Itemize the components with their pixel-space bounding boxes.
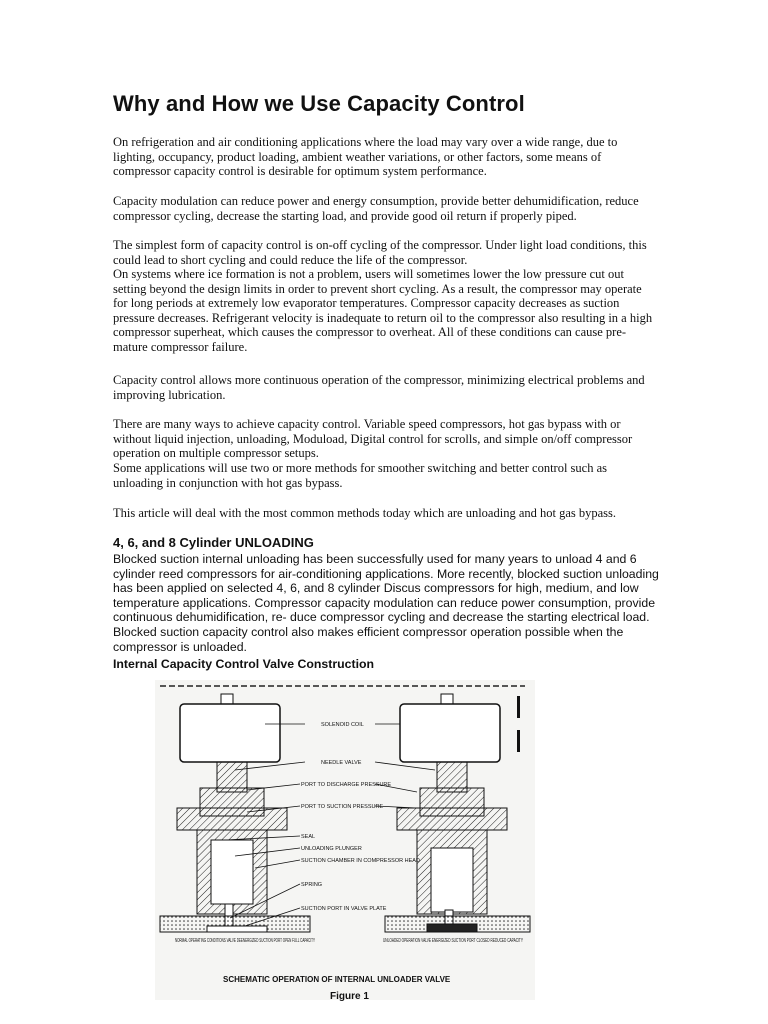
paragraph-ice-formation: On systems where ice formation is not a problem, users will sometimes lower the low pressure cut out setting beyond the design limits in order to prevent short cycling. As a result, the compressor may operate for long periods at extremely low evaporator temperatures. Compressor capacity decreases as suction pressure decreases. Refrigerant velocity is inadequate to return oil to the compressor also resulting in a high compressor superheat, which causes the compressor to overheat. All of these conditions can cause pre-mature compressor failure. [113, 267, 653, 354]
label-seal: SEAL [301, 834, 316, 840]
page-title: Why and How we Use Capacity Control [113, 91, 525, 116]
section-heading: 4, 6, and 8 Cylinder UNLOADING [113, 535, 314, 550]
paragraph-on-off: The simplest form of capacity control is on-off cycling of the compressor. Under light load conditions, this could lead to short cycling and could reduce the life of the compressor. [113, 238, 647, 267]
paragraph-modulation: Capacity modulation can reduce power and energy consumption, provide better dehumidification, reduce compressor cycling, decrease the starting load, and provide good oil return if properly piped. [113, 194, 639, 223]
right-unloading-plunger [431, 848, 473, 912]
label-needle-valve: NEEDLE VALVE [321, 760, 362, 766]
unloader-valve-figure [155, 680, 535, 1000]
label-spring: SPRING [301, 882, 323, 888]
paragraph-ways: There are many ways to achieve capacity control. Variable speed compressors, hot gas bypass with or without liquid injection, unloading, Moduload, Digital control for scrolls, and simple on/off compressor operation on multiple compressor setups. [113, 417, 633, 461]
paragraph-intro: On refrigeration and air conditioning applications where the load may vary over a wide range, due to lighting, occupancy, product loading, ambient weather variations, or other factors, some means of compressor capacity control is desirable for optimum system performance. [113, 135, 618, 179]
label-suction-chamber: SUCTION CHAMBER IN COMPRESSOR HEAD [301, 858, 420, 864]
right-solenoid-coil [400, 704, 500, 762]
section-body: Blocked suction internal unloading has been successfully used for many years to unload 4 and 6 cylinder reed compressors for air-conditioning applications. More recently, blocked suction unloading has been applied on selected 4, 6, and 8 cylinder Discus compressors for high, medium, and low temperature applications. Compressor capacity modulation can reduce power consumption, provide continuous dehumidification, re- duce compressor cycling and decrease the starting electrical load. Blocked suction capacity control also makes efficient compressor operation possible when the compressor is unloaded. [113, 552, 659, 654]
label-unloading-plunger: UNLOADING PLUNGER [301, 846, 362, 852]
paragraph-article-scope: This article will deal with the most common methods today which are unloading and hot gas bypass. [113, 506, 617, 520]
left-unloading-plunger [211, 840, 253, 904]
left-caption: NORMAL OPERATING CONDITIONS VALVE DEENERGIZED SUCTION PORT OPEN FULL CAPACITY [175, 938, 316, 944]
label-solenoid-coil: SOLENOID COIL [321, 722, 364, 728]
schematic-title: SCHEMATIC OPERATION OF INTERNAL UNLOADER VALVE [223, 975, 451, 984]
paragraph-applications: Some applications will use two or more methods for smoother switching and better control such as unloading in conjunction with hot gas bypass. [113, 461, 608, 490]
label-port-discharge: PORT TO DISCHARGE PRESSURE [301, 782, 392, 788]
left-solenoid-coil [180, 704, 280, 762]
figure-caption: Figure 1 [330, 991, 369, 1002]
label-suction-port: SUCTION PORT IN VALVE PLATE [301, 906, 387, 912]
right-caption: UNLOADED OPERATION VALVE ENERGIZED SUCTION PORT CLOSED REDUCED CAPACITY [383, 938, 524, 944]
paragraph-continuous: Capacity control allows more continuous operation of the compressor, minimizing electrical problems and improving lubrication. [113, 373, 645, 402]
label-port-suction: PORT TO SUCTION PRESSURE [301, 804, 384, 810]
section-subheading: Internal Capacity Control Valve Construction [113, 657, 375, 671]
